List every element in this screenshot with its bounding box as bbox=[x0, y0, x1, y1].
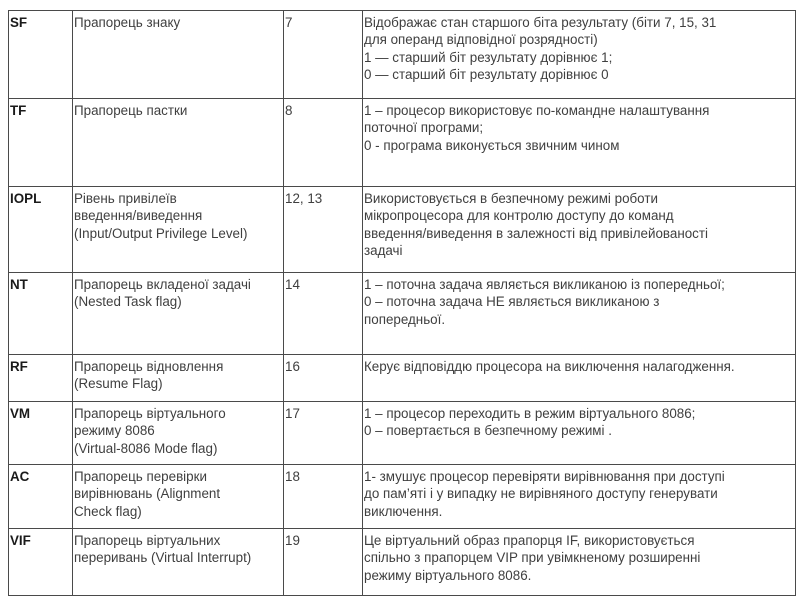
description-line: введення/виведення в залежності від привілейованості bbox=[364, 225, 708, 241]
flag-bits: 14 bbox=[284, 273, 363, 355]
flag-abbr: AC bbox=[9, 465, 73, 529]
description-line: виключення. bbox=[364, 503, 443, 519]
flag-name bbox=[73, 273, 284, 355]
flag-bits: 8 bbox=[284, 99, 363, 187]
flag-name-line: Прапорець пастки bbox=[74, 103, 188, 118]
description-line: до пам’яті і у випадку не вирівняного доступу генерувати bbox=[364, 486, 718, 502]
flag-description bbox=[363, 187, 796, 273]
description-line: Керує відповіддю процесора на виключення налагодження. bbox=[364, 359, 735, 374]
description-line: мікропроцесора для контролю доступу до команд bbox=[364, 208, 674, 224]
description-line: 0 – повертається в безпечному режимі . bbox=[364, 423, 612, 439]
flag-abbr: NT bbox=[9, 273, 73, 355]
flag-name bbox=[73, 529, 284, 596]
description-line: 0 — старший біт результату дорівнює 0 bbox=[364, 67, 609, 83]
flag-abbr: VIF bbox=[9, 529, 73, 596]
flag-description bbox=[363, 465, 796, 529]
description-line: поточної програми; bbox=[364, 120, 484, 136]
flag-name-line: Check flag) bbox=[74, 503, 142, 519]
description-line: 1 — старший біт результату дорівнює 1; bbox=[364, 49, 613, 65]
description-line: Використовується в безпечному режимі роботи bbox=[364, 191, 658, 206]
description-line: попередньої. bbox=[364, 311, 446, 327]
table-row-ac bbox=[9, 465, 796, 529]
description-line: 1- змушує процесор перевіряти вирівнювання при доступі bbox=[364, 469, 725, 484]
flag-name-line: Прапорець вкладеної задачі bbox=[74, 277, 251, 292]
flag-description bbox=[363, 529, 796, 596]
flag-name-line: (Nested Task flag) bbox=[74, 294, 182, 310]
description-line: для операнд відповідної розрядності) bbox=[364, 32, 598, 48]
flag-abbr: IOPL bbox=[9, 187, 73, 273]
table-row-vm bbox=[9, 402, 796, 465]
flag-bits: 16 bbox=[284, 355, 363, 402]
flag-name-line: Рівень привілеїв bbox=[74, 191, 177, 206]
flag-name-line: (Input/Output Privilege Level) bbox=[74, 225, 248, 241]
flag-abbr: TF bbox=[9, 99, 73, 187]
flag-description bbox=[363, 402, 796, 465]
flag-name-line: Прапорець відновлення bbox=[74, 359, 224, 374]
flag-name-line: Прапорець віртуального bbox=[74, 406, 226, 421]
flag-name-line: (Resume Flag) bbox=[74, 376, 163, 392]
flags-table bbox=[8, 10, 796, 596]
description-line: спільно з прапорцем VIP при увімкненому розширенні bbox=[364, 550, 701, 566]
description-line: задачі bbox=[364, 243, 403, 259]
flag-name bbox=[73, 99, 284, 187]
flag-bits: 19 bbox=[284, 529, 363, 596]
flag-name bbox=[73, 11, 284, 99]
flag-name-line: режиму 8086 bbox=[74, 423, 155, 439]
description-line: 1 – поточна задача являється викликаною із попередньої; bbox=[364, 277, 725, 292]
flag-name-line: (Virtual-8086 Mode flag) bbox=[74, 440, 218, 456]
description-line: 1 – процесор використовує по-командне налаштування bbox=[364, 103, 710, 118]
flag-name bbox=[73, 355, 284, 402]
description-line: Відображає стан старшого біта результату (біти 7, 15, 31 bbox=[364, 15, 717, 30]
table-row-sf bbox=[9, 11, 796, 99]
flag-abbr: RF bbox=[9, 355, 73, 402]
flag-name bbox=[73, 187, 284, 273]
flag-name-line: вирівнювань (Alignment bbox=[74, 486, 221, 502]
flag-name bbox=[73, 465, 284, 529]
flag-name-line: введення/виведення bbox=[74, 208, 203, 224]
flag-abbr: SF bbox=[9, 11, 73, 99]
flag-bits: 18 bbox=[284, 465, 363, 529]
description-line: 1 – процесор переходить в режим віртуального 8086; bbox=[364, 406, 696, 421]
flag-description bbox=[363, 355, 796, 402]
table-row-tf bbox=[9, 99, 796, 187]
table-row-rf bbox=[9, 355, 796, 402]
flag-name-line: переривань (Virtual Interrupt) bbox=[74, 550, 252, 566]
flag-abbr: VM bbox=[9, 402, 73, 465]
flag-description bbox=[363, 273, 796, 355]
flag-bits: 12, 13 bbox=[284, 187, 363, 273]
flag-bits: 17 bbox=[284, 402, 363, 465]
flag-description bbox=[363, 99, 796, 187]
description-line: 0 – поточна задача НЕ являється викликаною з bbox=[364, 294, 660, 310]
flag-name-line: Прапорець перевірки bbox=[74, 469, 207, 484]
flag-name-line: Прапорець знаку bbox=[74, 15, 181, 30]
flag-description bbox=[363, 11, 796, 99]
table-row-nt bbox=[9, 273, 796, 355]
flag-name bbox=[73, 402, 284, 465]
flag-bits: 7 bbox=[284, 11, 363, 99]
description-line: 0 - програма виконується звичним чином bbox=[364, 137, 620, 153]
flag-name-line: Прапорець віртуальних bbox=[74, 533, 221, 548]
table-row-iopl bbox=[9, 187, 796, 273]
description-line: Це віртуальний образ прапорця IF, використовується bbox=[364, 533, 695, 548]
description-line: режиму віртуального 8086. bbox=[364, 567, 532, 583]
table-row-vif bbox=[9, 529, 796, 596]
